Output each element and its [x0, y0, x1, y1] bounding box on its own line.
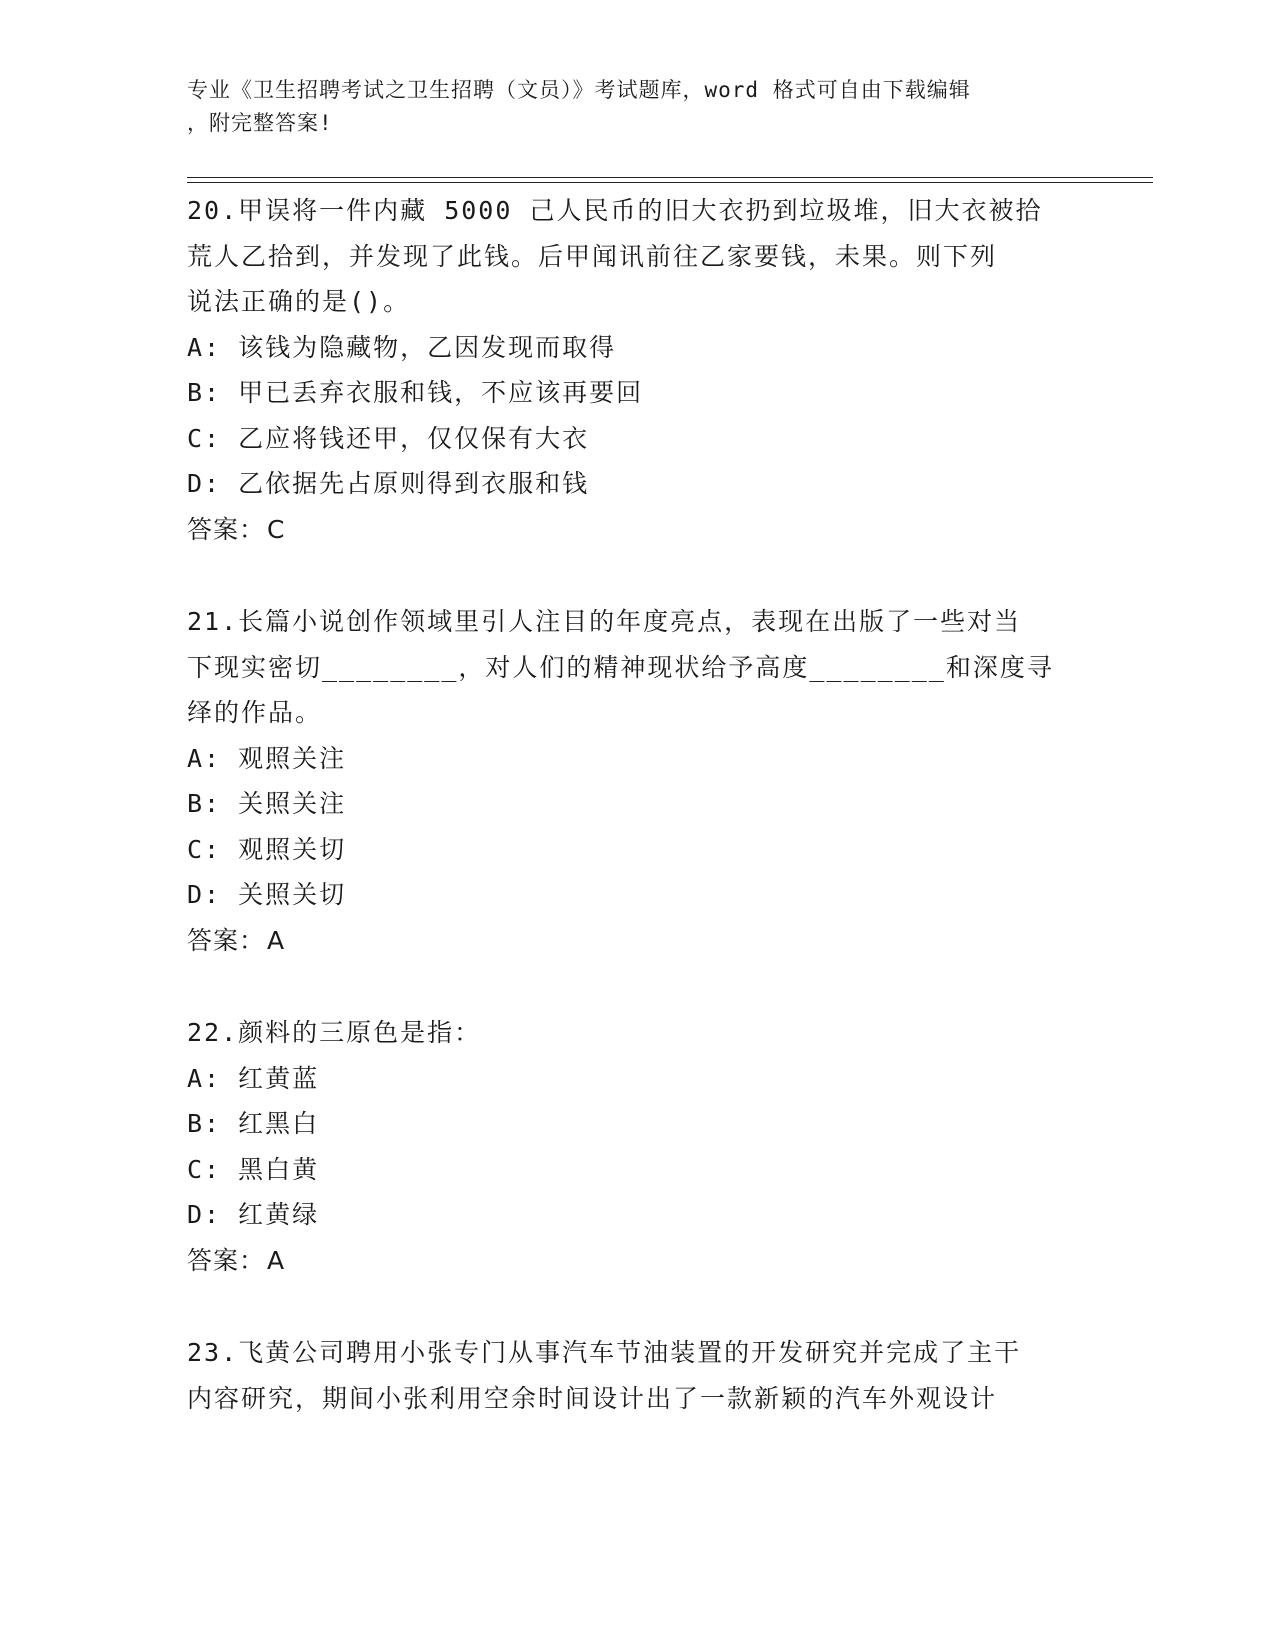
- header-line-1: 专业《卫生招聘考试之卫生招聘（文员）》考试题库，word 格式可自由下载编辑: [187, 78, 971, 102]
- question-text-line: 20.甲误将一件内藏 5000 己人民币的旧大衣扔到垃圾堆，旧大衣被拾: [187, 196, 1043, 225]
- question-text-line: 22.颜料的三原色是指：: [187, 1018, 482, 1047]
- answer-value: A: [267, 1245, 286, 1275]
- question-21: [187, 599, 1087, 963]
- document-header: [187, 74, 1067, 140]
- option-b: B: 关照关注: [187, 789, 347, 818]
- question-text-line: 23.飞黄公司聘用小张专门从事汽车节油装置的开发研究并完成了主干: [187, 1338, 1022, 1367]
- header-divider-top: [187, 177, 1153, 178]
- option-c: C: 黑白黄: [187, 1154, 320, 1184]
- question-text-line: 下现实密切________，对人们的精神现状给予高度________和深度寻: [187, 652, 1054, 682]
- question-23: [187, 1330, 1087, 1421]
- header-line-2: ，附完整答案!: [187, 111, 333, 135]
- option-d: D: 关照关切: [187, 880, 347, 909]
- question-text-line: 21.长篇小说创作领域里引人注目的年度亮点，表现在出版了一些对当: [187, 607, 1022, 636]
- option-c: C: 乙应将钱还甲，仅仅保有大衣: [187, 423, 590, 453]
- option-a: A: 观照关注: [187, 743, 347, 773]
- answer-value: C: [267, 514, 286, 544]
- question-text-line: 绎的作品。: [187, 698, 323, 727]
- option-b: B: 甲已丢弃衣服和钱，不应该再要回: [187, 378, 644, 407]
- answer-value: A: [267, 925, 286, 955]
- question-text-line: 荒人乙拾到，并发现了此钱。后甲闻讯前往乙家要钱，未果。则下列: [187, 241, 998, 271]
- header-divider-bottom: [187, 182, 1153, 183]
- answer-label: 答案：: [187, 1245, 266, 1275]
- option-a: A: 该钱为隐藏物，乙因发现而取得: [187, 332, 617, 362]
- question-list: [187, 188, 1087, 1468]
- answer-line: [187, 918, 1087, 964]
- question-22: [187, 1010, 1087, 1283]
- question-20: [187, 188, 1087, 552]
- question-text-line: 说法正确的是()。: [187, 287, 411, 316]
- question-text-line: 内容研究，期间小张利用空余时间设计出了一款新颖的汽车外观设计: [187, 1383, 998, 1413]
- answer-label: 答案：: [187, 514, 266, 544]
- answer-line: [187, 1238, 1087, 1284]
- answer-line: [187, 507, 1087, 553]
- option-a: A: 红黄蓝: [187, 1063, 320, 1093]
- answer-label: 答案：: [187, 925, 266, 955]
- option-d: D: 红黄绿: [187, 1200, 320, 1229]
- option-b: B: 红黑白: [187, 1109, 320, 1138]
- option-c: C: 观照关切: [187, 834, 347, 864]
- option-d: D: 乙依据先占原则得到衣服和钱: [187, 469, 590, 498]
